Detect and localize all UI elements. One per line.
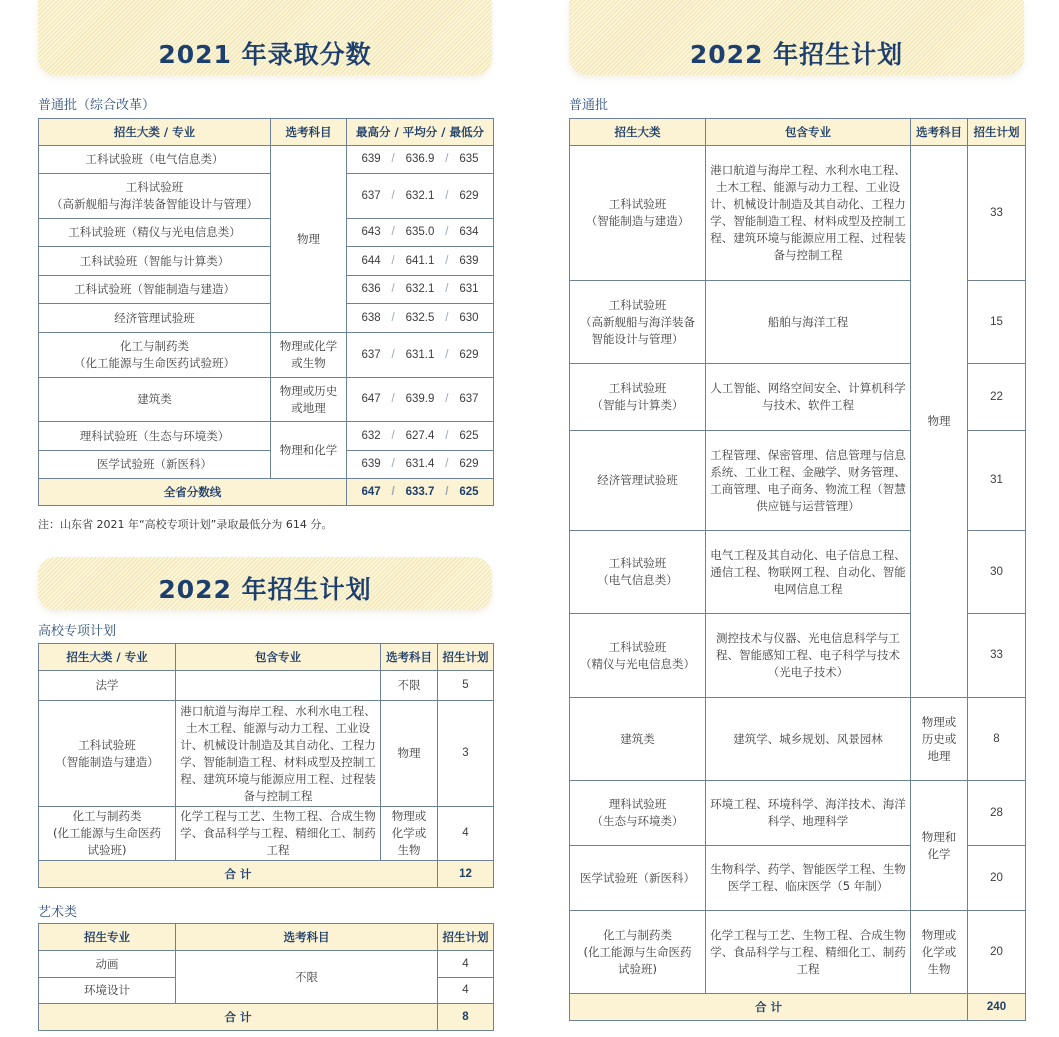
plan-count: 22 (968, 364, 1026, 431)
separator: / (445, 485, 449, 498)
subject-phys-chem-bio (911, 911, 968, 994)
col-header-major: 招生专业 (39, 924, 176, 951)
separator: / (391, 189, 395, 202)
col-header-plan: 招生计划 (438, 644, 494, 671)
title-2021-scores: 2021 年录取分数 (158, 40, 372, 69)
plan-count: 15 (968, 281, 1026, 364)
included-majors: 港口航道与海岸工程、水利水电工程、土木工程、能源与动力工程、工业设计、机械设计制造及其自动化、工程力学、智能制造工程、材料成型及控制工程、建筑环境与能源应用工程、过程装备与控制工程 (176, 701, 381, 807)
banner-2021-scores (38, 0, 492, 75)
major-name (570, 531, 706, 614)
max-score: 639 (361, 153, 381, 165)
included-majors: 船舶与海洋工程 (706, 281, 911, 364)
table-row (570, 698, 1026, 781)
table-row (39, 146, 494, 174)
max-score: 643 (361, 226, 381, 238)
total-label: 合 计 (39, 1004, 438, 1031)
major-line: 工科试验班 (608, 297, 667, 312)
table-row (39, 422, 494, 451)
table-row (39, 174, 494, 219)
avg-score: 631.1 (405, 348, 435, 361)
separator: / (445, 458, 449, 470)
min-score: 629 (459, 458, 479, 470)
max-score: 637 (361, 348, 381, 361)
col-header-subject: 选考科目 (271, 119, 347, 146)
avg-score: 639.9 (405, 393, 435, 405)
included-majors: 化学工程与工艺、生物工程、合成生物学、食品科学与工程、精细化工、制药工程 (176, 807, 381, 861)
min-score: 630 (459, 311, 479, 324)
major-line: 试验班) (618, 961, 657, 976)
title-2022-plan-right: 2022 年招生计划 (689, 40, 904, 69)
score-cell (347, 451, 494, 479)
min-score: 625 (459, 485, 479, 498)
section-label-special-plan: 高校专项计划 (38, 624, 117, 639)
separator: / (391, 254, 395, 267)
major-name (570, 281, 706, 364)
total-row (570, 994, 1026, 1021)
table-row (39, 451, 494, 479)
total-row (39, 1004, 494, 1031)
major-line: 工科试验班 (608, 197, 667, 211)
plan-count: 5 (438, 671, 494, 701)
score-cell (347, 378, 494, 422)
included-majors: 工程管理、保密管理、信息管理与信息系统、工业工程、金融学、财务管理、工商管理、电子商务、物流工程（智慧供应链与运营管理） (706, 431, 911, 531)
avg-score: 632.1 (405, 189, 435, 202)
total-label: 全省分数线 (39, 479, 347, 506)
major-line: （生态与环境类） (591, 814, 684, 828)
included-majors: 生物科学、药学、智能医学工程、生物医学工程、临床医学（5 年制） (706, 846, 911, 911)
col-header-subject: 选考科目 (911, 119, 968, 146)
subject-line: 物理和 (921, 829, 957, 844)
min-score: 639 (459, 254, 479, 267)
max-score: 639 (361, 458, 381, 470)
included-majors: 港口航道与海岸工程、水利水电工程、土木工程、能源与动力工程、工业设计、机械设计制造及其自动化、工程力学、智能制造工程、材料成型及控制工程、建筑环境与能源应用工程、过程装备与控制工程 (706, 146, 911, 281)
subject-phys-chem-bio (271, 333, 347, 378)
subject-line: 生物 (927, 961, 951, 976)
separator: / (391, 458, 395, 470)
subject-phys-and-chem: 物理和化学 (271, 422, 347, 479)
score-cell (347, 422, 494, 451)
separator: / (445, 189, 449, 202)
subject-line: 生物 (397, 843, 421, 857)
included-majors: 化学工程与工艺、生物工程、合成生物学、食品科学与工程、精细化工、制药工程 (706, 911, 911, 994)
included-majors: 测控技术与仪器、光电信息科学与工程、智能感知工程、电子科学与技术（光电子技术） (706, 614, 911, 698)
subject-line: 物理或 (921, 714, 957, 729)
col-header-subject: 选考科目 (381, 644, 438, 671)
table-row (570, 781, 1026, 846)
min-score: 629 (459, 348, 479, 361)
major-name: 建筑类 (39, 378, 271, 422)
subject-physics: 物理 (271, 146, 347, 333)
subject (381, 807, 438, 861)
subject-line: 或地理 (291, 400, 326, 415)
major-name: 环境设计 (39, 978, 176, 1004)
major-name (570, 781, 706, 846)
major-name: 工科试验班（电气信息类） (39, 146, 271, 174)
separator: / (391, 429, 395, 442)
subject-line: 化学 (927, 846, 951, 861)
subject: 物理 (381, 701, 438, 807)
major-line: （电气信息类） (597, 573, 678, 587)
avg-score: 633.7 (405, 485, 435, 498)
separator: / (391, 311, 395, 324)
section-label-regular-batch-comprehensive: 普通批（综合改革） (38, 98, 156, 113)
separator: / (445, 283, 449, 295)
subject: 不限 (176, 951, 438, 1004)
major-line: （化工能源与生命医药试验班） (74, 356, 235, 370)
major-name: 医学试验班（新医科） (570, 846, 706, 911)
table-row (39, 671, 494, 701)
special-plan-table (38, 643, 494, 888)
subject-line: 地理 (927, 748, 951, 763)
min-score: 629 (459, 189, 479, 202)
major-name (39, 807, 176, 861)
included-majors: 建筑学、城乡规划、风景园林 (706, 698, 911, 781)
table-row (39, 247, 494, 276)
separator: / (445, 311, 449, 324)
total-plan: 8 (438, 1004, 494, 1031)
banner-2022-plan-left (38, 557, 492, 610)
separator: / (391, 485, 395, 498)
major-line: 工科试验班 (608, 381, 667, 395)
max-score: 632 (361, 429, 381, 442)
subject-line: 化学或 (391, 826, 427, 840)
major-name: 工科试验班（智能制造与建造） (39, 276, 271, 304)
table-row (39, 276, 494, 304)
total-label: 合 计 (39, 861, 438, 888)
col-header-major: 招生大类 / 专业 (39, 119, 271, 146)
section-label-art: 艺术类 (38, 905, 78, 920)
min-score: 637 (459, 393, 479, 405)
major-line: 工科试验班 (608, 639, 667, 654)
separator: / (391, 348, 395, 361)
major-name (570, 614, 706, 698)
min-score: 631 (459, 283, 479, 295)
total-label: 合 计 (570, 994, 968, 1021)
major-line: 试验班) (87, 843, 127, 857)
title-2022-plan-left: 2022 年招生计划 (158, 575, 372, 604)
table-row (39, 701, 494, 807)
separator: / (391, 226, 395, 238)
table-row (39, 378, 494, 422)
plan-count: 3 (438, 701, 494, 807)
plan-count: 30 (968, 531, 1026, 614)
major-line: 理科试验班 (608, 797, 667, 811)
included-majors (176, 671, 381, 701)
col-header-plan: 招生计划 (968, 119, 1026, 146)
max-score: 638 (361, 311, 381, 324)
subject-phys-hist-geo (271, 378, 347, 422)
score-cell (347, 276, 494, 304)
major-line: （智能制造与建造） (585, 214, 690, 228)
subject-line: 物理或化学 (279, 339, 338, 353)
section-label-regular-batch: 普通批 (569, 98, 609, 113)
score-cell (347, 247, 494, 276)
subject-line: 或生物 (291, 356, 326, 370)
major-name (570, 364, 706, 431)
major-line: （智能制造与建造） (55, 754, 159, 769)
avg-score: 635.0 (405, 226, 435, 238)
avg-score: 632.5 (405, 311, 435, 324)
plan-count: 33 (968, 146, 1026, 281)
major-name: 理科试验班（生态与环境类） (39, 422, 271, 451)
major-line: 化工与制药类 (72, 809, 142, 823)
major-line: 工科试验班 (125, 180, 184, 194)
major-name (570, 911, 706, 994)
table-row (570, 911, 1026, 994)
max-score: 647 (361, 485, 381, 498)
included-majors: 环境工程、环境科学、海洋技术、海洋科学、地理科学 (706, 781, 911, 846)
separator: / (445, 254, 449, 267)
major-name (39, 333, 271, 378)
plan-count: 20 (968, 846, 1026, 911)
major-line: (化工能源与生命医药 (53, 826, 161, 840)
col-header-plan: 招生计划 (438, 924, 494, 951)
avg-score: 631.4 (405, 458, 435, 470)
regular-plan-table (569, 118, 1026, 1021)
score-cell (347, 479, 494, 506)
separator: / (391, 153, 395, 165)
major-name (570, 146, 706, 281)
avg-score: 627.4 (405, 429, 435, 442)
scores-2021-table (38, 118, 494, 506)
avg-score: 632.1 (405, 283, 435, 295)
major-line: （精仪与光电信息类） (580, 656, 695, 671)
separator: / (445, 226, 449, 238)
major-line: （智能与计算类） (591, 398, 684, 412)
subject-line: 物理或历史 (279, 383, 338, 398)
table-row (39, 951, 494, 978)
col-header-major: 招生大类 / 专业 (39, 644, 176, 671)
separator: / (445, 153, 449, 165)
score-cell (347, 219, 494, 247)
score-cell (347, 304, 494, 333)
plan-count: 33 (968, 614, 1026, 698)
score-cell (347, 146, 494, 174)
major-name: 法学 (39, 671, 176, 701)
major-name: 工科试验班（智能与计算类） (39, 247, 271, 276)
min-score: 634 (459, 226, 479, 238)
subject-phys-hist-geo (911, 698, 968, 781)
avg-score: 636.9 (405, 153, 435, 165)
major-name: 经济管理试验班 (570, 431, 706, 531)
subject-physics: 物理 (911, 146, 968, 698)
col-header-includes: 包含专业 (176, 644, 381, 671)
separator: / (445, 348, 449, 361)
subject: 不限 (381, 671, 438, 701)
table-row (39, 333, 494, 378)
col-header-scores: 最高分 / 平均分 / 最低分 (347, 119, 494, 146)
table-row (39, 807, 494, 861)
separator: / (445, 429, 449, 442)
subject-line: 化学或 (921, 944, 957, 959)
separator: / (391, 283, 395, 295)
art-plan-table (38, 923, 494, 1031)
major-name: 医学试验班（新医科） (39, 451, 271, 479)
avg-score: 641.1 (405, 254, 435, 267)
table-row (39, 219, 494, 247)
major-name (39, 701, 176, 807)
total-row (39, 479, 494, 506)
max-score: 647 (361, 393, 381, 405)
banner-2022-plan-right (569, 0, 1024, 75)
separator: / (391, 393, 395, 405)
col-header-major: 招生大类 (570, 119, 706, 146)
plan-count: 8 (968, 698, 1026, 781)
plan-count: 4 (438, 807, 494, 861)
plan-count: 20 (968, 911, 1026, 994)
total-row (39, 861, 494, 888)
major-line: 工科试验班 (78, 737, 136, 752)
col-header-includes: 包含专业 (706, 119, 911, 146)
major-name: 经济管理试验班 (39, 304, 271, 333)
major-line: 化工与制药类 (603, 927, 672, 942)
footnote: 注：山东省 2021 年“高校专项计划”录取最低分为 614 分。 (38, 518, 333, 531)
major-line: 工科试验班 (608, 556, 667, 570)
score-cell (347, 333, 494, 378)
total-plan: 12 (438, 861, 494, 888)
major-name: 工科试验班（精仪与光电信息类） (39, 219, 271, 247)
subject-line: 物理或 (921, 927, 957, 942)
min-score: 625 (459, 429, 479, 442)
major-line: (化工能源与生命医药 (583, 944, 692, 959)
table-row (39, 304, 494, 333)
subject-line: 物理或 (391, 809, 427, 823)
table-row (570, 146, 1026, 281)
included-majors: 人工智能、网络空间安全、计算机科学与技术、软件工程 (706, 364, 911, 431)
subject-phys-and-chem (911, 781, 968, 911)
separator: / (445, 393, 449, 405)
max-score: 637 (361, 189, 381, 202)
total-plan: 240 (968, 994, 1026, 1021)
major-line: （高新舰船与海洋装备智能设计与管理） (51, 197, 258, 211)
min-score: 635 (459, 153, 479, 165)
major-line: 智能设计与管理） (591, 331, 684, 346)
major-name: 建筑类 (570, 698, 706, 781)
major-line: （高新舰船与海洋装备 (580, 314, 695, 329)
included-majors: 电气工程及其自动化、电子信息工程、通信工程、物联网工程、自动化、智能电网信息工程 (706, 531, 911, 614)
plan-count: 4 (438, 978, 494, 1004)
max-score: 644 (361, 254, 381, 267)
plan-count: 31 (968, 431, 1026, 531)
major-line: 化工与制药类 (120, 339, 189, 353)
plan-count: 28 (968, 781, 1026, 846)
major-name: 动画 (39, 951, 176, 978)
score-cell (347, 174, 494, 219)
max-score: 636 (361, 283, 381, 295)
plan-count: 4 (438, 951, 494, 978)
major-name (39, 174, 271, 219)
subject-line: 历史或 (921, 731, 957, 746)
col-header-subject: 选考科目 (176, 924, 438, 951)
